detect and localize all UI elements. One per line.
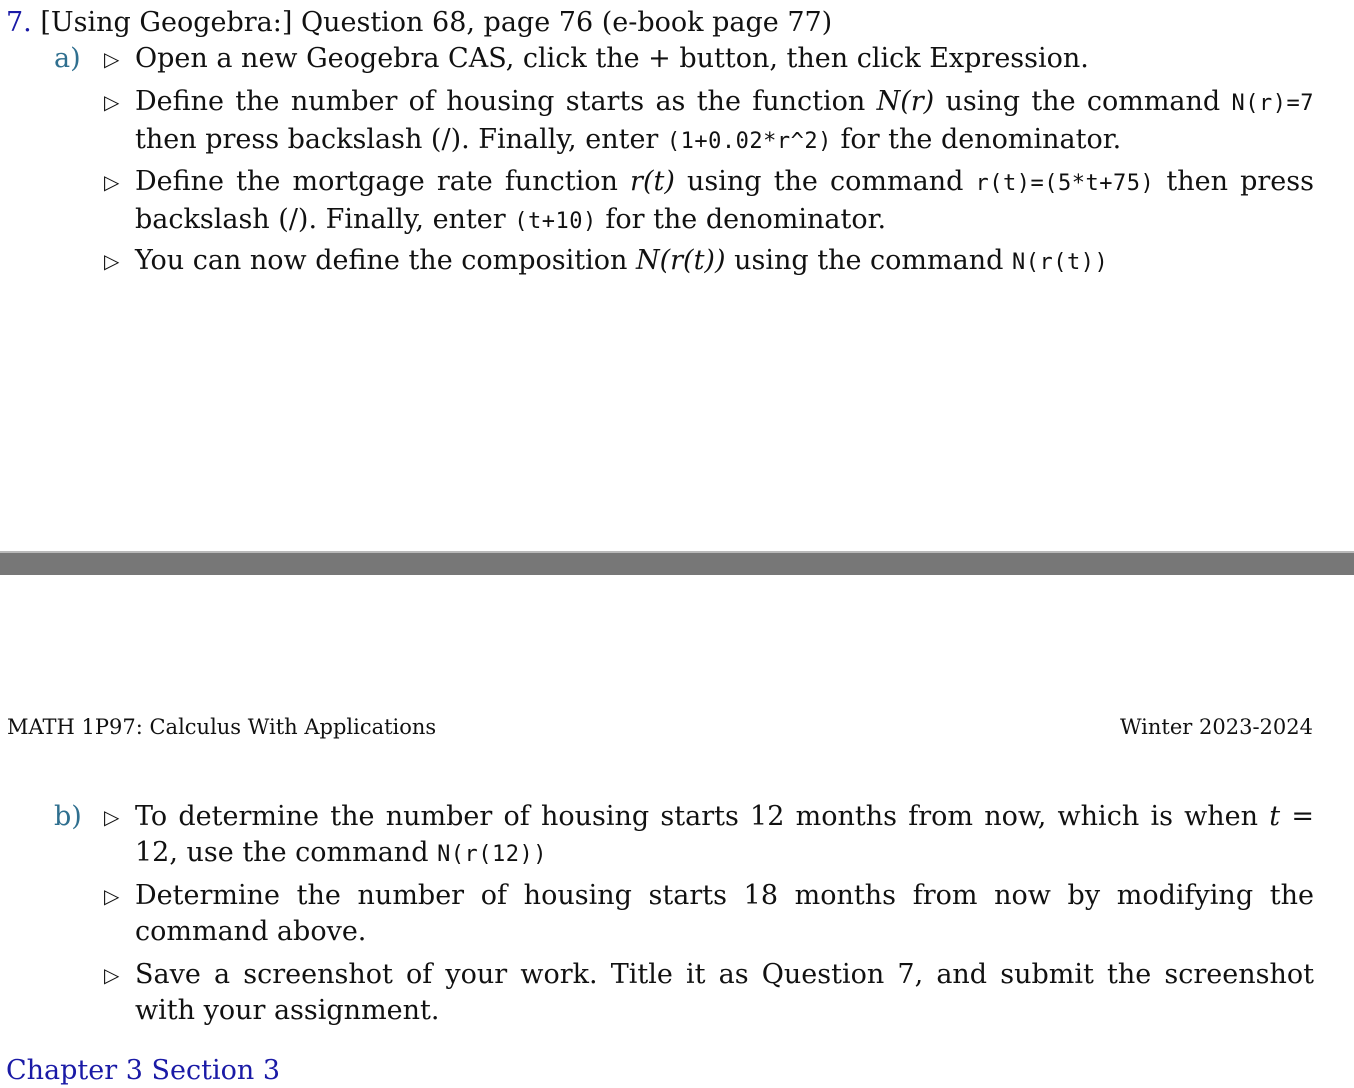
bullet-triangle-icon: ▷ [104,249,120,273]
bullet-triangle-icon: ▷ [104,884,120,908]
command-code: r(t)=(5*t+75) [975,171,1155,196]
course-title: MATH 1P97: Calculus With Applications [7,715,437,739]
command-code: N(r(t)) [1011,250,1109,275]
bullet-text: Determine the number of housing starts 18 months from now by modifying the command above. [135,880,1314,947]
question-title: [Using Geogebra:] Question 68, page 76 (e-book page 77) [40,7,833,38]
bullet-text: Define the mortgage rate function r(t) using the command r(t)=(5*t+75) then press backslash (/). Finally, enter (t+10) for the denominator. [135,166,1315,235]
command-code: N(r(12)) [437,842,548,867]
part-a-bullet-4 [104,243,1314,281]
bullet-triangle-icon: ▷ [104,805,120,829]
command-code: (t+10) [514,209,597,234]
bullet-text: Define the number of housing starts as the function N(r) using the command N(r)=7 then press backslash (/). Finally, enter (1+0.02*r^2) for the denominator. [135,86,1314,155]
command-code: N(r)=7 [1231,91,1314,116]
page-break-divider [0,551,1354,575]
part-a-bullet-2 [104,84,1314,160]
part-b-label: b) [54,801,82,832]
part-a-bullet-3 [104,164,1314,240]
bullet-text: To determine the number of housing starts 12 months from now, which is when t = 12, use the command N(r(12)) [135,801,1314,868]
math-expression: t [1269,801,1281,832]
part-b-bullet-2 [104,878,1314,950]
bullet-text: You can now define the composition N(r(t)) using the command N(r(t)) [135,245,1109,276]
term-label: Winter 2023-2024 [1119,715,1313,739]
part-a-bullet-1 [104,41,1314,77]
command-code: (1+0.02*r^2) [666,129,832,154]
bullet-triangle-icon: ▷ [104,963,120,987]
next-section-heading[interactable]: Chapter 3 Section 3 [6,1055,280,1086]
math-expression: N(r(t)) [635,245,726,276]
part-b-bullet-3 [104,957,1314,1029]
bullet-triangle-icon: ▷ [104,170,120,194]
bullet-triangle-icon: ▷ [104,90,120,114]
bullet-triangle-icon: ▷ [104,47,120,71]
math-expression: N(r) [876,86,935,117]
bullet-text: Save a screenshot of your work. Title it as Question 7, and submit the screenshot with your assignment. [135,959,1314,1026]
part-a-label: a) [54,43,81,74]
math-expression: r(t) [630,166,675,197]
question-number[interactable]: 7. [6,7,32,38]
question-heading [6,6,832,40]
part-b-bullet-1 [104,799,1314,873]
bullet-text: Open a new Geogebra CAS, click the + button, then click Expression. [135,43,1089,74]
